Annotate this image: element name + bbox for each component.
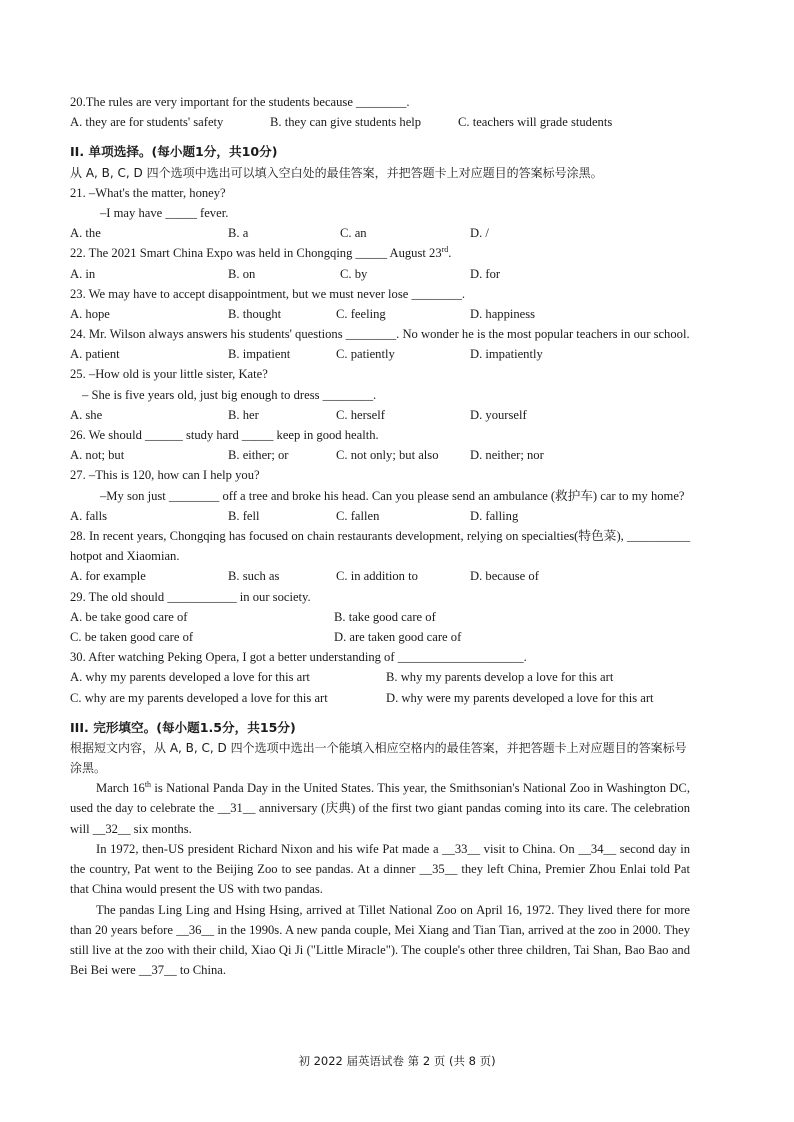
q25-option-c: C. herself [336, 407, 385, 422]
section-3-instruction: 根据短文内容，从 A, B, C, D 四个选项中选出一个能填入相应空格内的最佳答案，并把答题卡上对应题目的答案标号涂黑。 [70, 740, 687, 776]
question-24-stem: 24. Mr. Wilson always answers his students' questions ________. No wonder he is the most popular teachers in our school. [70, 327, 690, 342]
question-22-stem [70, 243, 690, 263]
q20-option-a: A. they are for students' safety [70, 115, 224, 130]
question-22-options [70, 264, 690, 284]
q26-option-b: B. either; or [228, 448, 289, 463]
q26-option-a: A. not; but [70, 448, 125, 463]
q27-option-d: D. falling [470, 508, 519, 523]
question-21-line1: 21. –What's the matter, honey? [70, 185, 226, 200]
q25-option-a: A. she [70, 407, 103, 422]
question-23-options [70, 304, 690, 324]
question-29-options-cd [70, 627, 690, 647]
passage-paragraph-1 [70, 778, 690, 839]
q22-stem-text: 22. The 2021 Smart China Expo was held in Chongqing _____ August 23 [70, 246, 442, 261]
question-30-stem: 30. After watching Peking Opera, I got a better understanding of ____________________. [70, 650, 527, 665]
passage-paragraph-2: In 1972, then-US president Richard Nixon and his wife Pat made a __33__ visit to China. On __34__ second day in the country, Pat went to the Beijing Zoo to see pandas. At a dinner __35__ they left China, Premier Zhou Enlai told Pat that China would present the US with two pandas. [70, 841, 690, 897]
q27-option-c: C. fallen [336, 508, 380, 523]
q30-option-c: C. why are my parents developed a love for this art [70, 690, 328, 705]
q25-option-b: B. her [228, 407, 259, 422]
q24-option-d: D. impatiently [470, 347, 543, 362]
q23-option-b: B. thought [228, 306, 282, 321]
section-3-heading: III. 完形填空。(每小题1.5分，共15分) [70, 719, 296, 735]
q26-option-d: D. neither; nor [470, 448, 544, 463]
q22-stem-end: . [448, 246, 452, 261]
q30-option-b: B. why my parents develop a love for this art [386, 670, 614, 685]
p1-start: March 16 [96, 781, 145, 796]
q24-option-c: C. patiently [336, 347, 395, 362]
q29-option-d: D. are taken good care of [334, 629, 462, 644]
question-28-stem: 28. In recent years, Chongqing has focused on chain restaurants development, relying on specialties(特色菜), __________ hotpot and Xiaomian. [70, 528, 690, 564]
q21-option-b: B. a [228, 226, 249, 241]
q28-option-d: D. because of [470, 569, 539, 584]
question-21-options [70, 223, 690, 243]
question-30-options-cd [70, 688, 690, 708]
q22-stem-superscript: rd [441, 245, 449, 255]
q29-option-c: C. be taken good care of [70, 629, 194, 644]
q22-option-a: A. in [70, 266, 96, 281]
passage-paragraph-3: The pandas Ling Ling and Hsing Hsing, arrived at Tillet National Zoo on April 16, 1972. They lived there for more than 20 years before __36__ in the 1990s. A new panda couple, Mei Xiang and Tian Tian, arrived at the zoo in 2000. They still live at the zoo with their child, Xiao Qi Ji ("Little Miracle"). The couple's other three children, Tai Shan, Bao Bao and Bei Bei were __37__ to China. [70, 902, 690, 978]
question-29-options-ab [70, 607, 690, 627]
q22-option-b: B. on [228, 266, 256, 281]
question-23-stem: 23. We may have to accept disappointment, but we must never lose ________. [70, 286, 466, 301]
q21-option-d: D. / [470, 226, 489, 241]
question-27-options [70, 506, 690, 526]
exam-page [70, 92, 690, 980]
q26-option-c: C. not only; but also [336, 448, 439, 463]
section-2-heading: II. 单项选择。(每小题1分，共10分) [70, 144, 278, 160]
question-26-options [70, 445, 690, 465]
q23-option-a: A. hope [70, 306, 110, 321]
q24-option-b: B. impatient [228, 347, 291, 362]
question-20-options [70, 112, 690, 132]
question-25-line1: 25. –How old is your little sister, Kate? [70, 367, 268, 382]
q24-option-a: A. patient [70, 347, 120, 362]
q25-option-d: D. yourself [470, 407, 527, 422]
q27-option-b: B. fell [228, 508, 260, 523]
question-27-line1: 27. –This is 120, how can I help you? [70, 468, 260, 483]
q28-option-b: B. such as [228, 569, 280, 584]
q23-option-c: C. feeling [336, 306, 386, 321]
q28-option-c: C. in addition to [336, 569, 418, 584]
p1-rest: is National Panda Day in the United States. This year, the Smithsonian's National Zoo in Washington DC, used the day to celebrate the __31__ anniversary (庆典) of the first two giant pandas coming into its care. The celebration will __32__ six months. [70, 781, 690, 836]
question-30-options-ab [70, 667, 690, 687]
question-29-stem: 29. The old should ___________ in our society. [70, 589, 311, 604]
q30-option-d: D. why were my parents developed a love for this art [386, 690, 654, 705]
question-20-stem: 20.The rules are very important for the students because ________. [70, 95, 410, 109]
question-21-line2: –I may have _____ fever. [100, 205, 229, 220]
section-2-instruction: 从 A, B, C, D 四个选项中选出可以填入空白处的最佳答案，并把答题卡上对应题目的答案标号涂黑。 [70, 165, 603, 180]
q29-option-a: A. be take good care of [70, 609, 188, 624]
q20-option-b: B. they can give students help [270, 115, 422, 130]
question-27-line2: –My son just ________ off a tree and broke his head. Can you please send an ambulance (救护车) car to my home? [100, 488, 685, 503]
q21-option-c: C. an [340, 226, 367, 241]
q29-option-b: B. take good care of [334, 609, 436, 624]
question-28-options [70, 566, 690, 586]
question-25-line2: – She is five years old, just big enough to dress ________. [82, 387, 377, 402]
p1-superscript: th [144, 780, 152, 790]
q27-option-a: A. falls [70, 508, 108, 523]
page-footer: 初 2022 届英语试卷 第 2 页 (共 8 页) [298, 1054, 496, 1068]
question-25-options [70, 405, 690, 425]
q30-option-a: A. why my parents developed a love for this art [70, 670, 310, 685]
question-26-stem: 26. We should ______ study hard _____ keep in good health. [70, 428, 379, 443]
q21-option-a: A. the [70, 226, 101, 241]
q20-option-c: C. teachers will grade students [458, 115, 613, 130]
q22-option-d: D. for [470, 266, 501, 281]
q28-option-a: A. for example [70, 569, 146, 584]
q23-option-d: D. happiness [470, 306, 536, 321]
q22-option-c: C. by [340, 266, 368, 281]
question-24-options [70, 344, 690, 364]
